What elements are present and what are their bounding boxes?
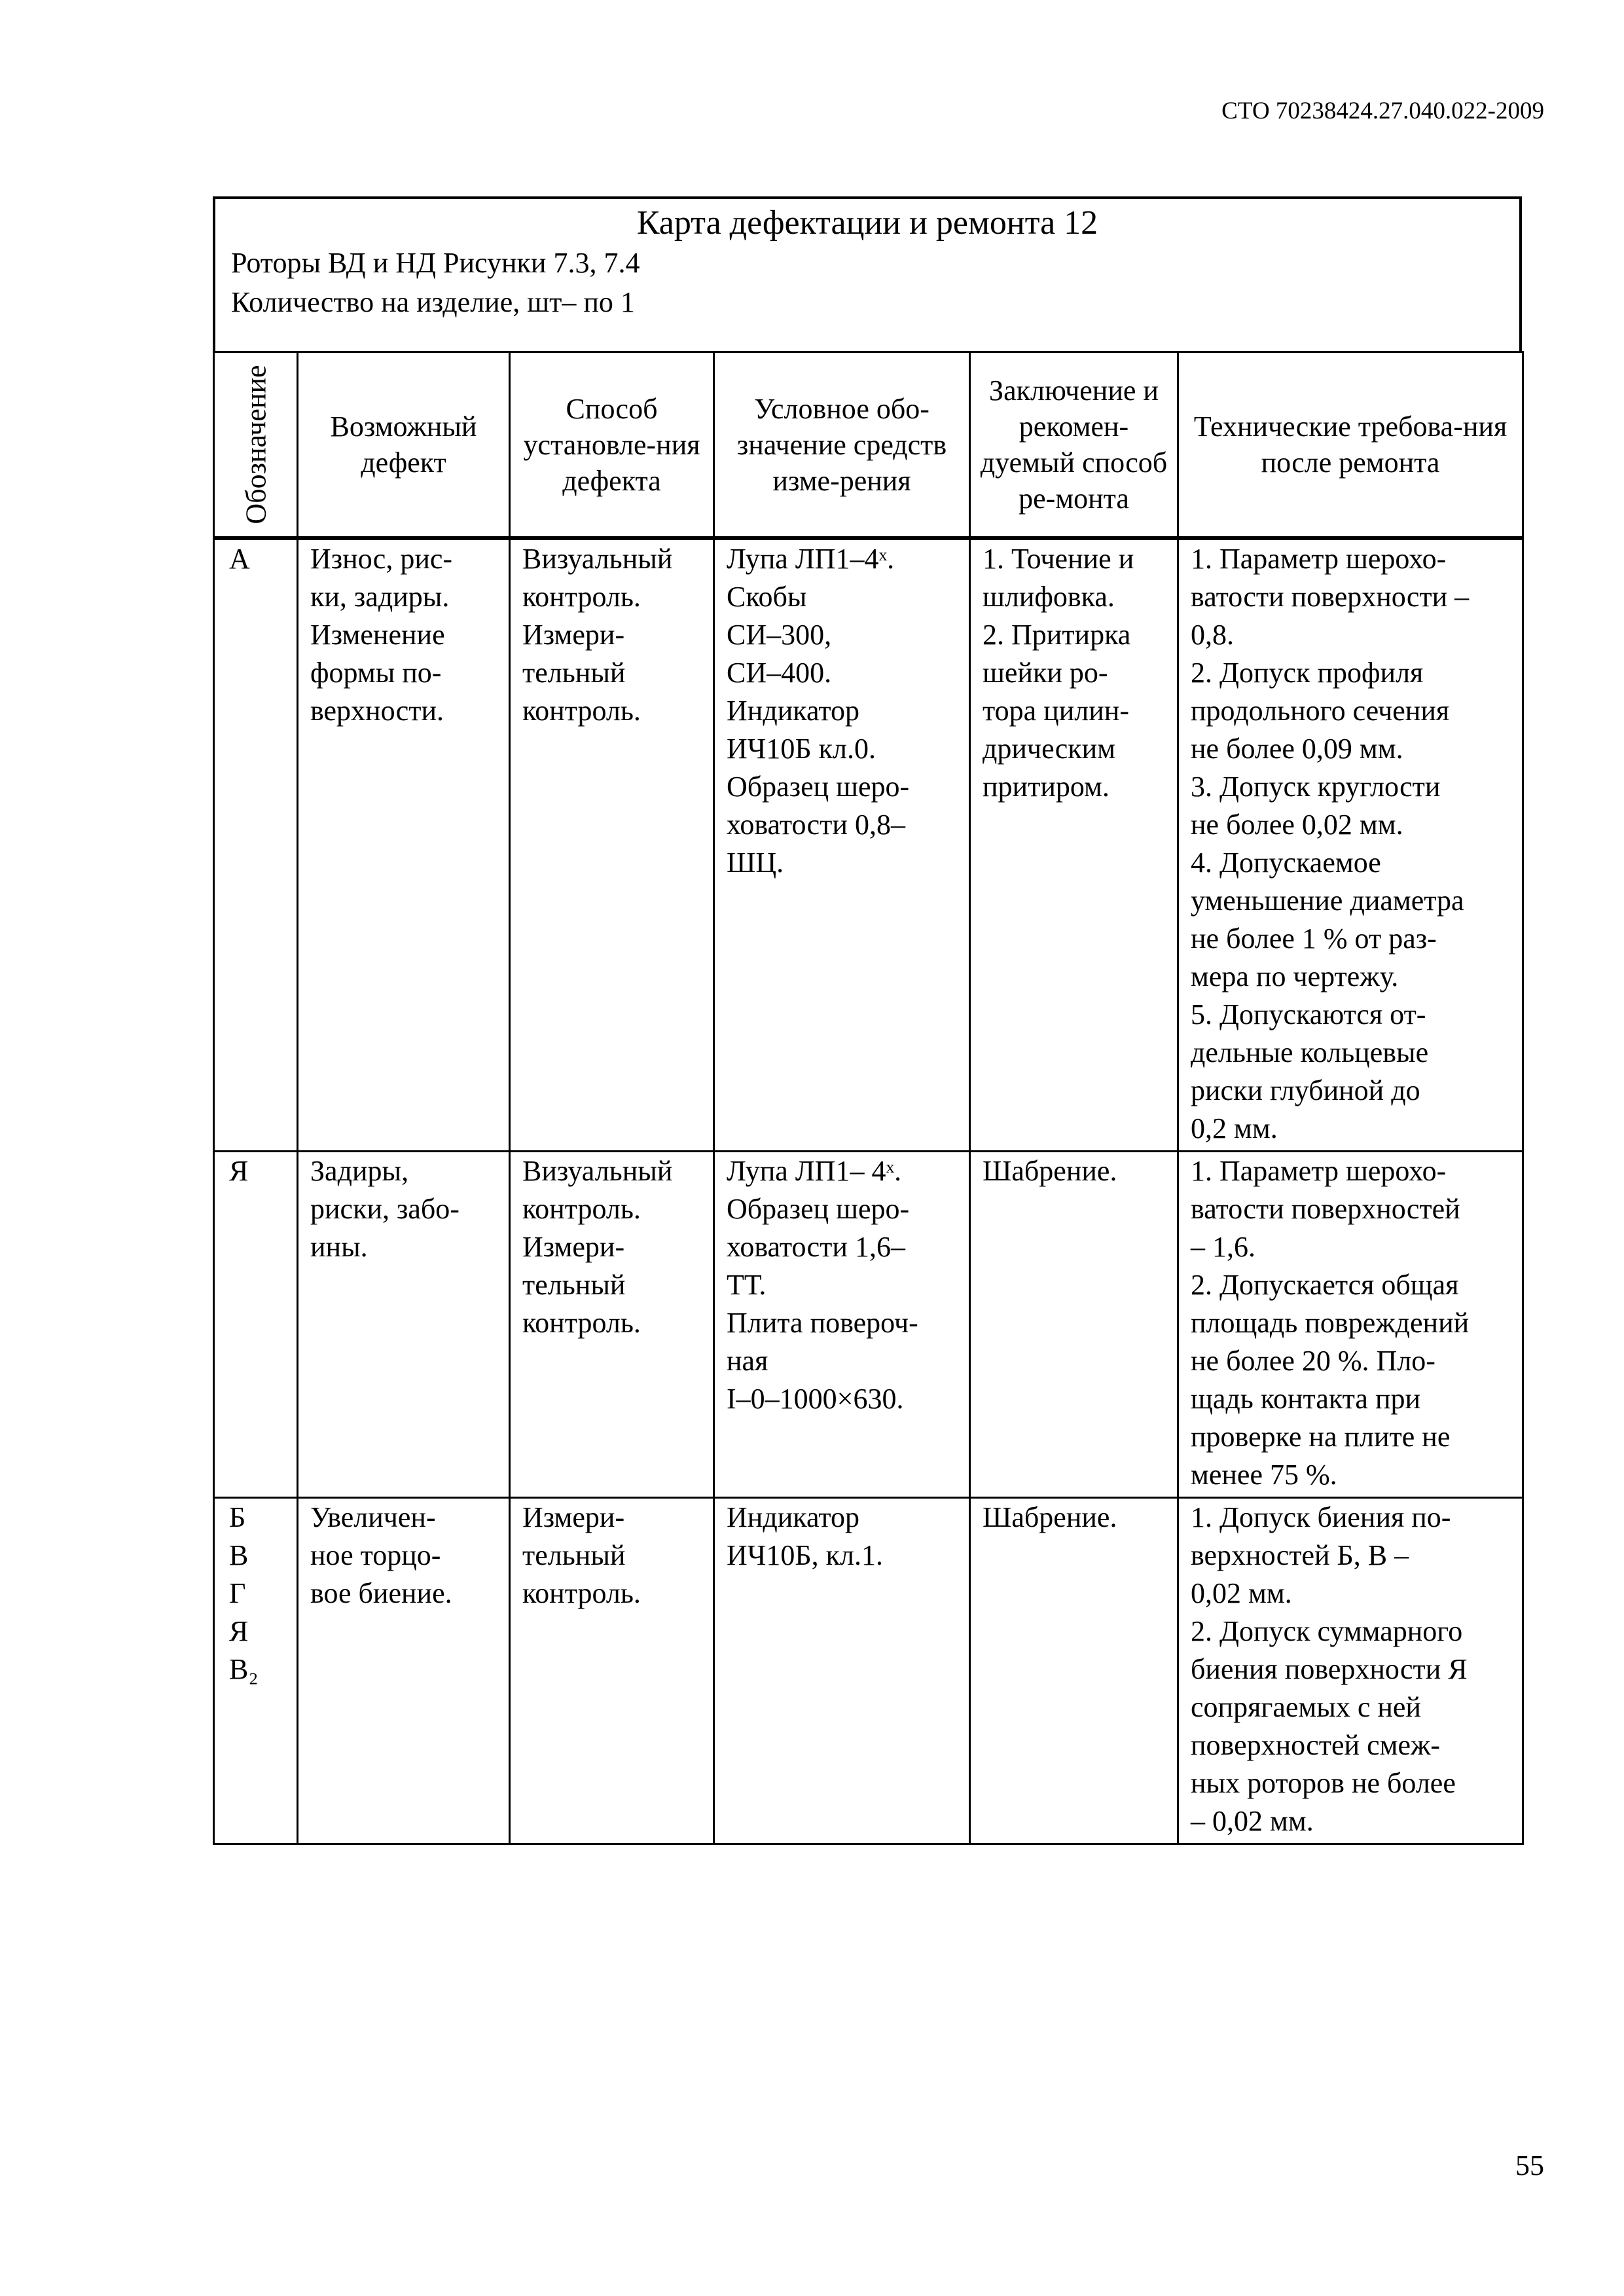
cell-tools-line: Индикатор [727, 695, 860, 727]
cell-requirements-line: 1. Параметр шерохо- [1191, 1155, 1447, 1187]
page-number: 55 [1515, 2149, 1544, 2181]
cell-requirements-line: ных роторов не более [1191, 1767, 1456, 1799]
cell-repair-line: 2. Притирка [983, 619, 1131, 651]
cell-requirements-line: верхностей Б, В – [1191, 1539, 1409, 1571]
table-row [214, 1498, 1523, 1844]
cell-requirements [1178, 1152, 1523, 1498]
cell-tools-line: Лупа ЛП1– 4ˣ. [727, 1155, 902, 1187]
cell-designation [214, 1498, 298, 1844]
cell-designation-line: В₂ [229, 1653, 259, 1685]
cell-designation [214, 538, 298, 1152]
cell-method-line: контроль. [522, 581, 641, 613]
cell-requirements-line: биения поверхности Я [1191, 1653, 1468, 1685]
cell-defect [298, 1152, 510, 1498]
cell-defect [298, 538, 510, 1152]
cell-tools-line: Лупа ЛП1–4ˣ. [727, 543, 895, 575]
cell-method-line: Измери- [522, 619, 625, 651]
cell-requirements-line: продольного сечения [1191, 695, 1450, 727]
cell-repair [970, 1498, 1178, 1844]
cell-requirements-line: 3. Допуск круглости [1191, 771, 1441, 803]
cell-requirements-line: 5. Допускаются от- [1191, 998, 1426, 1030]
cell-repair-line: притиром. [983, 771, 1110, 803]
cell-tools [714, 1498, 970, 1844]
cell-requirements [1178, 538, 1523, 1152]
cell-tools-line: Индикатор [727, 1501, 860, 1533]
cell-defect-line: ки, задиры. [310, 581, 450, 613]
cell-method-line: контроль. [522, 1307, 641, 1339]
cell-method-line: тельный [522, 1269, 626, 1301]
cell-requirements-line: 2. Допускается общая [1191, 1269, 1459, 1301]
cell-method [510, 1152, 714, 1498]
cell-method-line: тельный [522, 1539, 626, 1571]
cell-requirements-line: 0,02 мм. [1191, 1577, 1292, 1609]
cell-method-line: Визуальный [522, 1155, 673, 1187]
cell-requirements-line: не более 0,02 мм. [1191, 809, 1403, 841]
cell-tools [714, 538, 970, 1152]
cell-repair [970, 1152, 1178, 1498]
cell-requirements-line: сопрягаемых с ней [1191, 1691, 1421, 1723]
cell-tools-line: Образец шеро- [727, 1193, 910, 1225]
cell-requirements-line: уменьшение диаметра [1191, 884, 1464, 917]
cell-requirements-line: ватости поверхностей [1191, 1193, 1460, 1225]
cell-repair-line: Шабрение. [983, 1155, 1117, 1187]
cell-tools-line: Образец шеро- [727, 771, 910, 803]
cell-defect-line: Увеличен- [310, 1501, 436, 1533]
cell-method-line: контроль. [522, 1577, 641, 1609]
cell-requirements-line: – 0,02 мм. [1191, 1805, 1314, 1837]
cell-requirements-line: проверке на плите не [1191, 1421, 1451, 1453]
cell-repair-line: шлифовка. [983, 581, 1115, 613]
cell-tools-line: ховатости 0,8– [727, 809, 905, 841]
cell-requirements-line: риски глубиной до [1191, 1074, 1420, 1106]
cell-requirements-line: 1. Параметр шерохо- [1191, 543, 1447, 575]
defects-table [213, 351, 1524, 1845]
cell-requirements-line: 1. Допуск биения по- [1191, 1501, 1451, 1533]
cell-defect-line: ное торцо- [310, 1539, 441, 1571]
card-title: Карта дефектации и ремонта 12 [636, 204, 1098, 242]
cell-requirements-line: площадь повреждений [1191, 1307, 1470, 1339]
cell-defect-line: ины. [310, 1231, 368, 1263]
cell-defect-line: риски, забо- [310, 1193, 460, 1225]
cell-repair-line: тора цилин- [983, 695, 1129, 727]
cell-repair-line: Шабрение. [983, 1501, 1117, 1533]
cell-requirements-line: менее 75 %. [1191, 1459, 1337, 1491]
cell-requirements-line: 4. Допускаемое [1191, 847, 1381, 879]
cell-method-line: Визуальный [522, 543, 673, 575]
cell-method-line: контроль. [522, 1193, 641, 1225]
cell-tools [714, 1152, 970, 1498]
cell-requirements-line: 2. Допуск профиля [1191, 657, 1424, 689]
cell-requirements-line: мера по чертежу. [1191, 960, 1399, 993]
column-header-requirements: Технические требова-ния после ремонта [1178, 352, 1523, 539]
cell-designation-line: В [229, 1539, 249, 1571]
cell-defect [298, 1498, 510, 1844]
cell-method-line: Измери- [522, 1231, 625, 1263]
column-header-designation [214, 352, 298, 539]
card-quantity: Количество на изделие, шт– по 1 [231, 286, 635, 319]
cell-method-line: контроль. [522, 695, 641, 727]
cell-repair-line: шейки ро- [983, 657, 1108, 689]
cell-requirements [1178, 1498, 1523, 1844]
cell-requirements-line: не более 20 %. Пло- [1191, 1345, 1435, 1377]
cell-requirements-line: поверхностей смеж- [1191, 1729, 1441, 1761]
cell-defect-line: Изменение [310, 619, 445, 651]
defect-card [213, 196, 1522, 1845]
cell-requirements-line: – 1,6. [1191, 1231, 1255, 1263]
cell-repair-line: 1. Точение и [983, 543, 1134, 575]
cell-designation-line: Г [229, 1577, 246, 1609]
doc-code: СТО 70238424.27.040.022-2009 [1221, 98, 1544, 124]
cell-repair [970, 538, 1178, 1152]
cell-tools-line: ИЧ10Б кл.0. [727, 733, 876, 765]
cell-requirements-line: дельные кольцевые [1191, 1036, 1429, 1068]
cell-requirements-line: щадь контакта при [1191, 1383, 1421, 1415]
cell-tools-line: ШЦ. [727, 847, 784, 879]
cell-defect-line: Износ, рис- [310, 543, 453, 575]
cell-tools-line: Скобы [727, 581, 807, 613]
cell-method [510, 1498, 714, 1844]
table-row [214, 538, 1523, 1152]
cell-requirements-line: не более 1 % от раз- [1191, 922, 1437, 955]
cell-requirements-line: 2. Допуск суммарного [1191, 1615, 1463, 1647]
cell-defect-line: формы по- [310, 657, 442, 689]
table-header-row [214, 352, 1523, 539]
cell-designation-line: Я [229, 1615, 249, 1647]
card-header [213, 196, 1522, 351]
cell-method-line: Измери- [522, 1501, 625, 1533]
cell-method-line: тельный [522, 657, 626, 689]
card-subtitle: Роторы ВД и НД Рисунки 7.3, 7.4 [231, 247, 640, 280]
cell-tools-line: I–0–1000×630. [727, 1383, 904, 1415]
cell-defect-line: верхности. [310, 695, 444, 727]
cell-tools-line: ная [727, 1345, 768, 1377]
cell-tools-line: ховатости 1,6– [727, 1231, 905, 1263]
cell-tools-line: ТТ. [727, 1269, 767, 1301]
cell-defect-line: Задиры, [310, 1155, 409, 1187]
cell-method [510, 538, 714, 1152]
cell-requirements-line: не более 0,09 мм. [1191, 733, 1403, 765]
column-header-repair: Заключение и рекомен-дуемый способ ре-монта [970, 352, 1178, 539]
column-header-defect: Возможный дефект [298, 352, 510, 539]
column-header-method: Способ установле-ния дефекта [510, 352, 714, 539]
cell-tools-line: СИ–300, [727, 619, 832, 651]
column-header-designation-label: Обозначение [240, 365, 272, 524]
cell-designation [214, 1152, 298, 1498]
table-body [214, 538, 1523, 1844]
cell-designation-line: А [229, 543, 250, 575]
cell-defect-line: вое биение. [310, 1577, 452, 1609]
cell-requirements-line: ватости поверхности – [1191, 581, 1470, 613]
table-row [214, 1152, 1523, 1498]
cell-tools-line: Плита повероч- [727, 1307, 918, 1339]
cell-designation-line: Я [229, 1155, 249, 1187]
cell-requirements-line: 0,8. [1191, 619, 1234, 651]
cell-repair-line: дрическим [983, 733, 1115, 765]
cell-tools-line: ИЧ10Б, кл.1. [727, 1539, 883, 1571]
cell-requirements-line: 0,2 мм. [1191, 1112, 1278, 1144]
column-header-tools: Условное обо-значение средств изме-рения [714, 352, 970, 539]
cell-designation-line: Б [229, 1501, 246, 1533]
cell-tools-line: СИ–400. [727, 657, 832, 689]
